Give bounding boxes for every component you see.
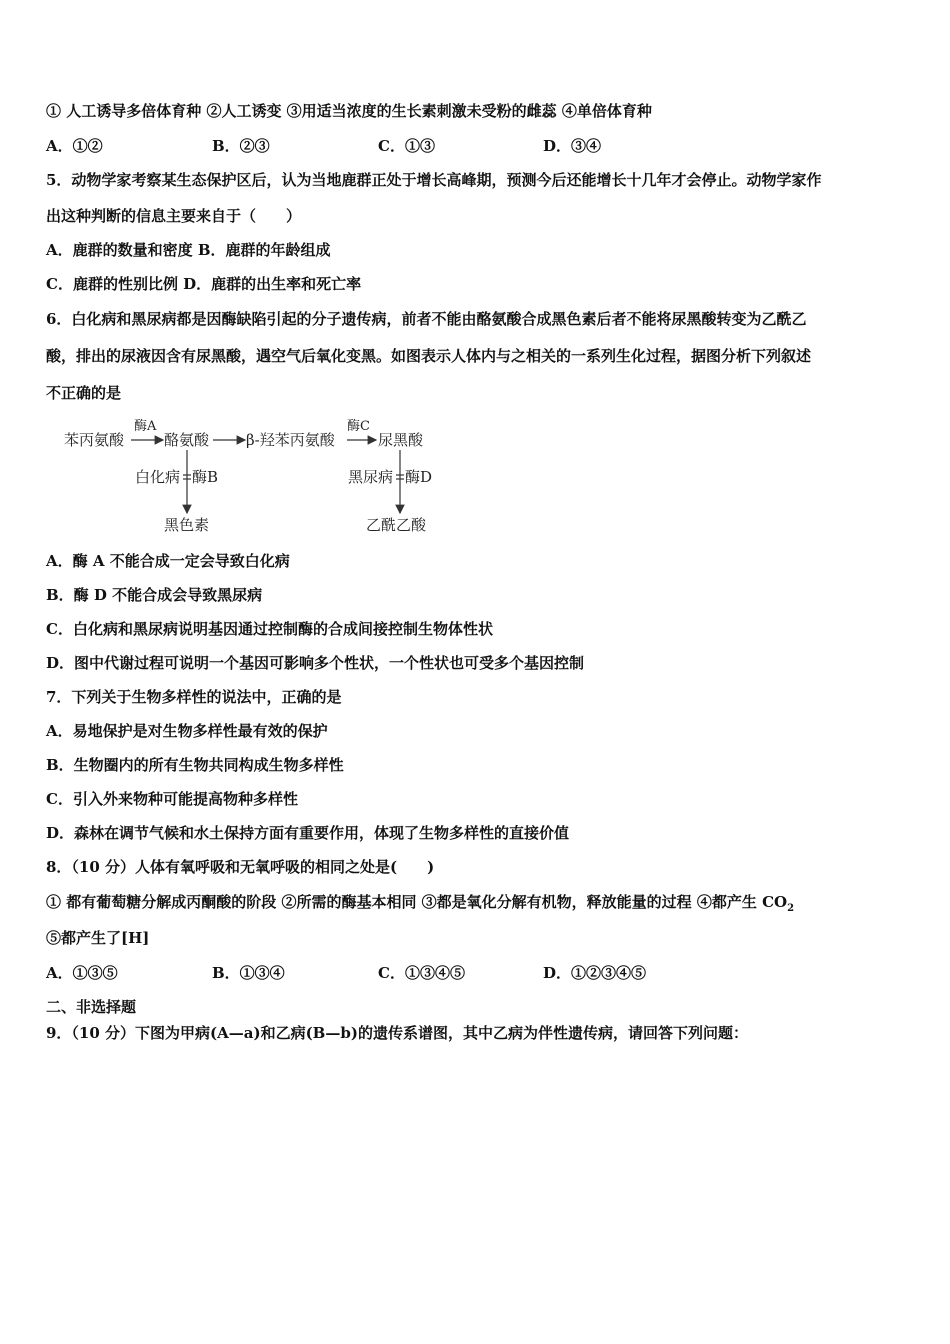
q4-option-b: B．②③	[212, 137, 270, 155]
section-title: 二、非选择题	[46, 998, 137, 1016]
q7-option-a: A．易地保护是对生物多样性最有效的保护	[46, 722, 328, 740]
q5-stem-line2: 出这种判断的信息主要来自于（ ）	[46, 207, 302, 225]
q6-stem-line1: 6．白化病和黑尿病都是因酶缺陷引起的分子遗传病，前者不能由酪氨酸合成黑色素后者不能将尿黑酸转变为乙酰乙	[46, 310, 807, 328]
q6-option-c: C．白化病和黑尿病说明基因通过控制酶的合成间接控制生物体性状	[46, 620, 493, 638]
q6-option-d: D．图中代谢过程可说明一个基因可影响多个性状，一个性状也可受多个基因控制	[46, 654, 585, 672]
label-enzyme-c: 酶C	[347, 419, 370, 434]
q6-stem-line2: 酸，排出的尿液因含有尿黑酸，遇空气后氧化变黑。如图表示人体内与之相关的一系列生化过程，据图分析下列叙述	[46, 347, 812, 365]
q8-option-a: A．①③⑤	[46, 964, 118, 982]
q4-option-c: C．①③	[378, 137, 435, 155]
node-acetoacetic-acid: 乙酰乙酸	[366, 516, 427, 534]
q8-items-line1: ① 都有葡萄糖分解成丙酮酸的阶段 ②所需的酶基本相同 ③都是氧化分解有机物，释放能量的过程 ④都产生 $CO_2$	[46, 893, 795, 914]
q6-stem-line3: 不正确的是	[46, 384, 122, 402]
node-tyrosine: 酪氨酸	[164, 431, 210, 449]
node-melanin: 黑色素	[164, 516, 210, 534]
q9-stem: 9．（10 分）下图为甲病(A—a)和乙病(B—b)的遗传系谱图，其中乙病为伴性遗传病，请回答下列问题：	[46, 1024, 748, 1042]
q4-option-d: D．③④	[543, 137, 602, 155]
label-enzyme-b: 酶B	[192, 468, 219, 486]
q5-options-line1: A．鹿群的数量和密度 B．鹿群的年龄组成	[46, 241, 331, 259]
node-homogentisic-acid: 尿黑酸	[378, 431, 424, 449]
q5-options-line2: C．鹿群的性别比例 D．鹿群的出生率和死亡率	[46, 275, 362, 293]
label-albinism: 白化病	[135, 468, 181, 486]
q4-option-a: A．①②	[46, 137, 103, 155]
q6-option-b: B．酶 D 不能合成会导致黑尿病	[46, 586, 263, 604]
q8-option-b: B．①③④	[212, 964, 285, 982]
node-beta-hydroxyphenylalanine: β-羟苯丙氨酸	[246, 431, 335, 449]
q8-option-c: C．①③④⑤	[378, 964, 465, 982]
node-phenylalanine: 苯丙氨酸	[64, 431, 125, 449]
label-alkaptonuria: 黑尿病	[348, 468, 394, 486]
label-enzyme-d: 酶D	[405, 468, 433, 486]
q4-items: ① 人工诱导多倍体育种 ②人工诱变 ③用适当浓度的生长素刺激未受粉的雌蕊 ④单倍体育种	[46, 102, 652, 120]
q8-stem: 8．（10 分）人体有氧呼吸和无氧呼吸的相同之处是( )	[46, 858, 435, 876]
label-enzyme-a: 酶A	[134, 419, 157, 434]
q8-option-d: D．①②③④⑤	[543, 964, 647, 982]
q7-stem: 7．下列关于生物多样性的说法中，正确的是	[46, 688, 342, 706]
q5-stem-line1: 5．动物学家考察某生态保护区后，认为当地鹿群正处于增长高峰期，预测今后还能增长十几年才会停止。动物学家作	[46, 171, 822, 189]
q7-option-b: B．生物圈内的所有生物共同构成生物多样性	[46, 756, 344, 774]
q8-items-line2: ⑤都产生了[H]	[46, 929, 150, 947]
q6-option-a: A．酶 A 不能合成一定会导致白化病	[46, 552, 290, 570]
pathway-arrows	[0, 0, 950, 560]
q7-option-d: D．森林在调节气候和水土保持方面有重要作用，体现了生物多样性的直接价值	[46, 824, 570, 842]
q7-option-c: C．引入外来物种可能提高物种多样性	[46, 790, 298, 808]
